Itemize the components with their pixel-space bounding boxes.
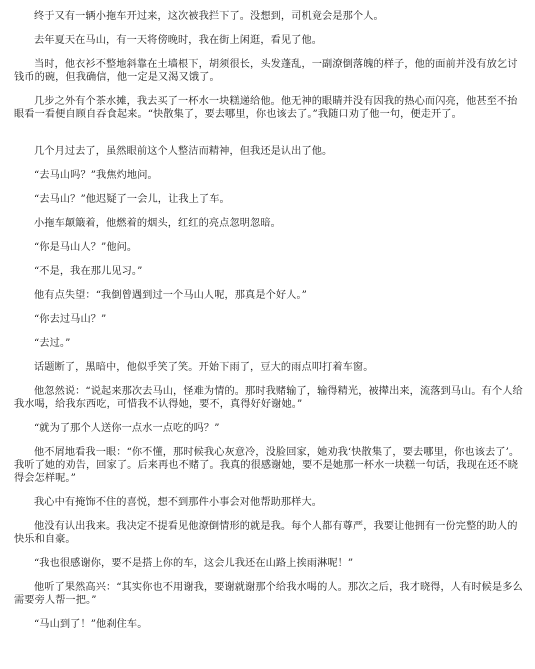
paragraph: 几步之外有个茶水摊，我去买了一杯水一块糕递给他。他无神的眼睛并没有因我的热心而闪亮，他甚至不抬眼看一看便自顾自吞食起来。“快散集了，要去哪里，你也该去了。”我随口劝了他一句，便走开了。 — [14, 96, 518, 120]
paragraph: “马山到了！”他刹住车。 — [34, 619, 148, 630]
paragraph: “去马山？”他迟疑了一会儿，让我上了车。 — [34, 194, 230, 205]
paragraph: “不是，我在那儿见习。” — [34, 266, 143, 277]
paragraph: 去年夏天在马山，有一天将傍晚时，我在街上闲逛，看见了他。 — [34, 35, 323, 46]
paragraph: 他有点失望：“我倒曾遇到过一个马山人呢，那真是个好人。” — [34, 290, 307, 301]
paragraph: 他忽然说：“说起来那次去马山，怪难为情的。那时我赌输了，输得精光，被撵出来，流落到马山。有个人给我水喝，给我东西吃，可惜我不认得她，要不，真得好好谢她。” — [14, 386, 523, 410]
paragraph: 话题断了，黑暗中，他似乎笑了笑。开始下雨了，豆大的雨点叩打着车窗。 — [34, 362, 374, 373]
paragraph: “你去过马山？” — [34, 314, 107, 325]
paragraph: “去过。” — [34, 338, 71, 349]
paragraph: “就为了那个人送你一点水一点吃的吗？” — [34, 423, 220, 434]
paragraph: 当时，他衣衫不整地斜靠在土墙根下，胡须很长，头发蓬乱，一副潦倒落魄的样子，他的面前并没有放乞讨钱币的碗，但我确信，他一定是又渴又饿了。 — [14, 59, 518, 83]
paragraph: 小拖车颠簸着，他燃着的烟头，红红的亮点忽明忽暗。 — [34, 218, 281, 229]
paragraph: “去马山吗？”我焦灼地问。 — [34, 170, 158, 181]
paragraph: 他不屑地看我一眼：“你不懂，那时候我心灰意冷，没脸回家，她劝我‘快散集了，要去哪里，你也该去了’。我听了她的劝告，回家了。后来再也不赌了。我真的很感谢她，要不是她那一杯水一块糕一句话，我现在还不晓得会怎样呢。” — [14, 447, 520, 484]
paragraph: 他没有认出我来。我决定不提看见他潦倒情形的就是我。每个人都有尊严，我要让他拥有一份完整的助人的快乐和自豪。 — [14, 521, 518, 545]
paragraph: “你是马山人？”他问。 — [34, 242, 138, 253]
paragraph: “我也很感谢你，要不是搭上你的车，这会儿我还在山路上挨雨淋呢！” — [34, 558, 354, 569]
paragraph: 几个月过去了，虽然眼前这个人整洁而精神，但我还是认出了他。 — [34, 146, 333, 157]
paragraph: 他听了果然高兴：“其实你也不用谢我，要谢就谢那个给我水喝的人。那次之后，我才晓得，人有时候是多么需要旁人帮一把。” — [14, 582, 523, 606]
paragraph: 终于又有一辆小拖车开过来，这次被我拦下了。没想到，司机竟会是那个人。 — [34, 11, 384, 22]
paragraph: 我心中有掩饰不住的喜悦，想不到那件小事会对他帮助那样大。 — [34, 497, 323, 508]
